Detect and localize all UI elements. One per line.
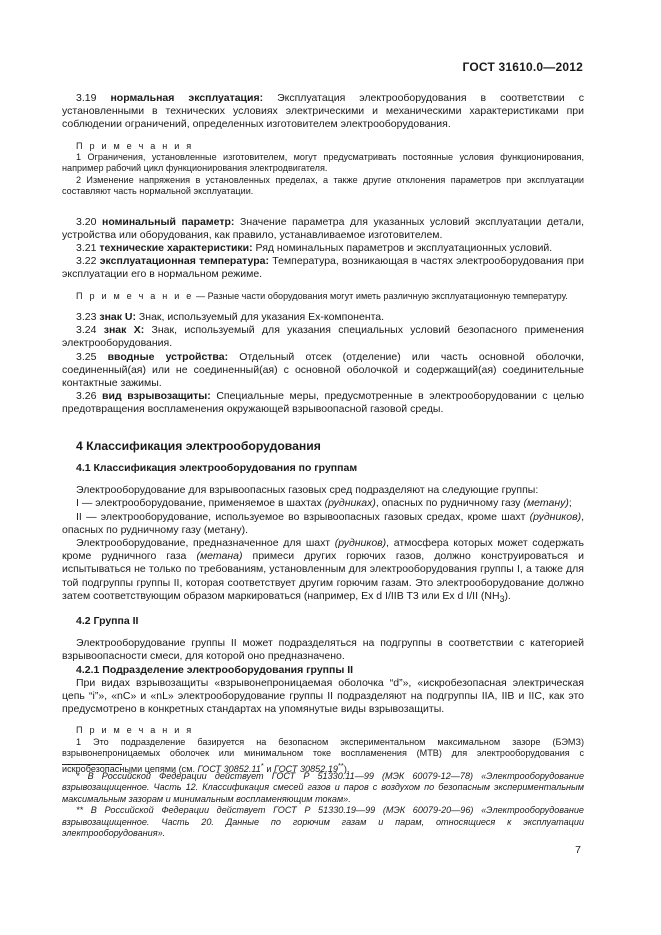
clause-3-26: 3.26 вид взрывозащиты: Специальные меры, предусмотренные в электрооборудовании с целью предотвращения воспламенения окружающей взрывоопасной газовой среды. [62,390,584,416]
note-3-19 [62,141,584,198]
page-number: 7 [575,844,581,856]
group-2-item: II — электрооборудование, используемое во взрывоопасных газовых средах, кроме шахт (рудников), опасных по рудничному газу (метану). [62,510,584,536]
clause-3-19: 3.19 нормальная эксплуатация: Эксплуатация электрооборудования в соответствии с установленными в технических условиях электрическими и механическими характеристиками при соблюдении ограничений, определенных изготовителем электрооборудования. [62,92,584,131]
document-header: ГОСТ 31610.0—2012 [462,60,583,74]
footnote-1: * В Российской Федерации действует ГОСТ Р 51330.11—99 (МЭК 60079-12—78) «Электрооборудование взрывозащищенное. Часть 12. Классификация смесей газов и паров с воздухом по безопасным экспериментальным максимальным зазорам и минимальным воспламеняющим токам». [62,771,584,804]
section-4-2-1-text: При видах взрывозащиты «взрывонепроницаемая оболочка “d”», «искробезопасная электрическая цепь “i”», «nC» и «nL» электрооборудование группы II подразделяют на подгруппы IIA, IIB и IIC, как это предусмотрено в конкретных стандартах на упомянутые виды взрывозащиты. [62,676,584,716]
note-heading: П р и м е ч а н и я [76,725,194,736]
clause-3-22: 3.22 эксплуатационная температура: Температура, возникающая в частях электрооборудования при эксплуатации его в нормальном режиме. [62,255,584,281]
note-item: 1 Ограничения, установленные изготовителем, могут предусматривать постоянные условия функционирования, например рабочий цикл функционирования электродвигателя. [62,152,584,174]
section-4-2-1-title: 4.2.1 Подразделение электрооборудования группы II [76,663,354,676]
section-4-1-intro: Электрооборудование для взрывоопасных газовых сред подразделяют на следующие группы: [76,484,539,497]
footnotes [62,771,584,839]
footnote-2: ** В Российской Федерации действует ГОСТ Р 51330.19—99 (МЭК 60079-20—96) «Электрооборудование взрывозащищенное. Часть 20. Данные по горючим газам и парам, относящиеся к эксплуатации электрооборудования». [62,805,584,839]
footnote-divider [62,764,122,765]
note-item: 2 Изменение напряжения в установленных пределах, а также другие отклонения параметров при эксплуатации составляют часть нормальной эксплуатации. [62,174,584,197]
clause-3-24: 3.24 знак X: Знак, используемый для указания специальных условий безопасного применения электрооборудования. [62,324,584,350]
clause-3-25: 3.25 вводные устройства: Отдельный отсек (отделение) или часть основной оболочки, соединенный(ая) или не соединенный(ая) с основной оболочкой и содержащий(ая) соединительные контактные зажимы. [62,350,584,390]
main-content [62,92,584,775]
note-item: 1 Это подразделение базируется на безопасном экспериментальном максимальном зазоре (БЭМЗ) взрывонепроницаемых оболочек или минимальном токе воспламенения (МТВ) для электрооборудования с искробезопасными цепями (см. ГОСТ 30852.11* и ГОСТ 30852.19**). [62,736,584,774]
group-1-item: I — электрооборудование, применяемое в шахтах (рудниках), опасных по рудничному газу (метану); [76,497,572,510]
note-heading: П р и м е ч а н и я [76,140,194,151]
note-4-2-1 [62,725,584,775]
clause-3-21: 3.21 технические характеристики: Ряд номинальных параметров и эксплуатационных условий. [76,242,553,255]
section-4-title: 4 Классификация электрооборудования [76,438,321,453]
section-4-1-title: 4.1 Классификация электрооборудования по группам [76,461,358,474]
clause-3-23: 3.23 знак U: Знак, используемый для указания Ex-компонента. [76,311,385,324]
section-4-2-title: 4.2 Группа II [76,615,139,628]
section-4-1-paragraph: Электрооборудование, предназначенное для шахт (рудников), атмосфера которых может содержать кроме рудничного газа (метана) примеси других горючих газов, должно конструироваться и испытываться не только по требованиям, установленным для электрооборудования группы I, а также для той подгруппы группы II, которая соответствует другим горючим газам. Это электрооборудование должно затем соответствующим образом маркироваться (например, Ex d I/IIB T3 или Ex d I/II $(NH_3)$. [62,536,584,604]
clause-3-20: 3.20 номинальный параметр: Значение параметра для указанных условий эксплуатации детали, устройства или оборудования, как правило, устанавливаемое изготовителем. [62,215,584,241]
note-3-22: П р и м е ч а н и е — Разные части оборудования могут иметь различную эксплуатационную температуру. [76,290,568,301]
section-4-2-text: Электрооборудование группы II может подразделяться на подгруппы в соответствии с категорией взрывоопасности смеси, для которой оно предназначено. [62,637,584,663]
